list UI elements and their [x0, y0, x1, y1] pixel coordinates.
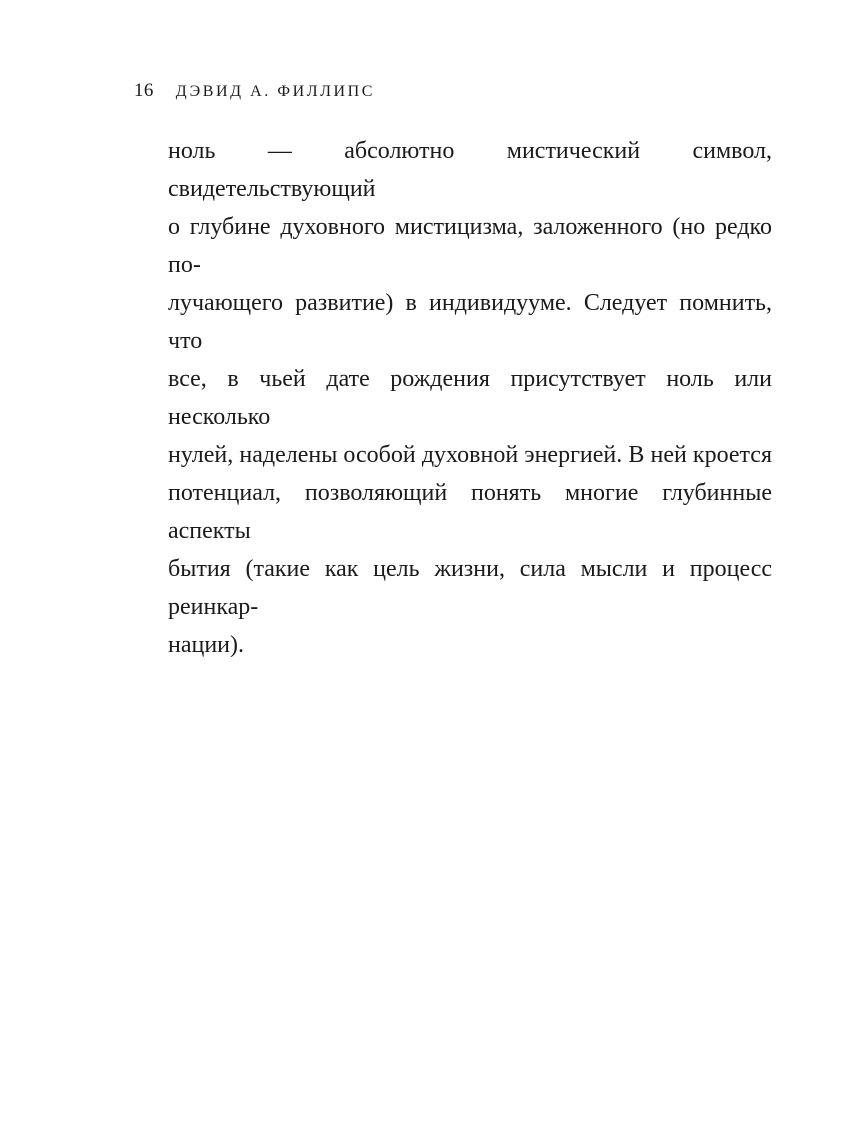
page-number: 16: [134, 80, 154, 101]
running-head-author: ДЭВИД А. ФИЛЛИПС: [175, 83, 375, 100]
text-line: лучающего развитие) в индивидууме. Следует помнить, что: [168, 290, 772, 354]
text-line: ноль — абсолютно мистический символ, свидетельствующий: [168, 138, 772, 202]
text-line: потенциал, позволяющий понять многие глубинные аспекты: [168, 480, 772, 544]
body-paragraph: [168, 132, 772, 664]
text-line: нулей, наделены особой духовной энергией. В ней кроется: [168, 442, 772, 468]
running-header: [134, 80, 375, 102]
text-line: все, в чьей дате рождения присутствует ноль или несколько: [168, 366, 772, 430]
text-line: нации).: [168, 632, 245, 658]
text-line: бытия (такие как цель жизни, сила мысли и процесс реинкар-: [168, 556, 772, 620]
text-line: о глубине духовного мистицизма, заложенного (но редко по-: [168, 214, 772, 278]
